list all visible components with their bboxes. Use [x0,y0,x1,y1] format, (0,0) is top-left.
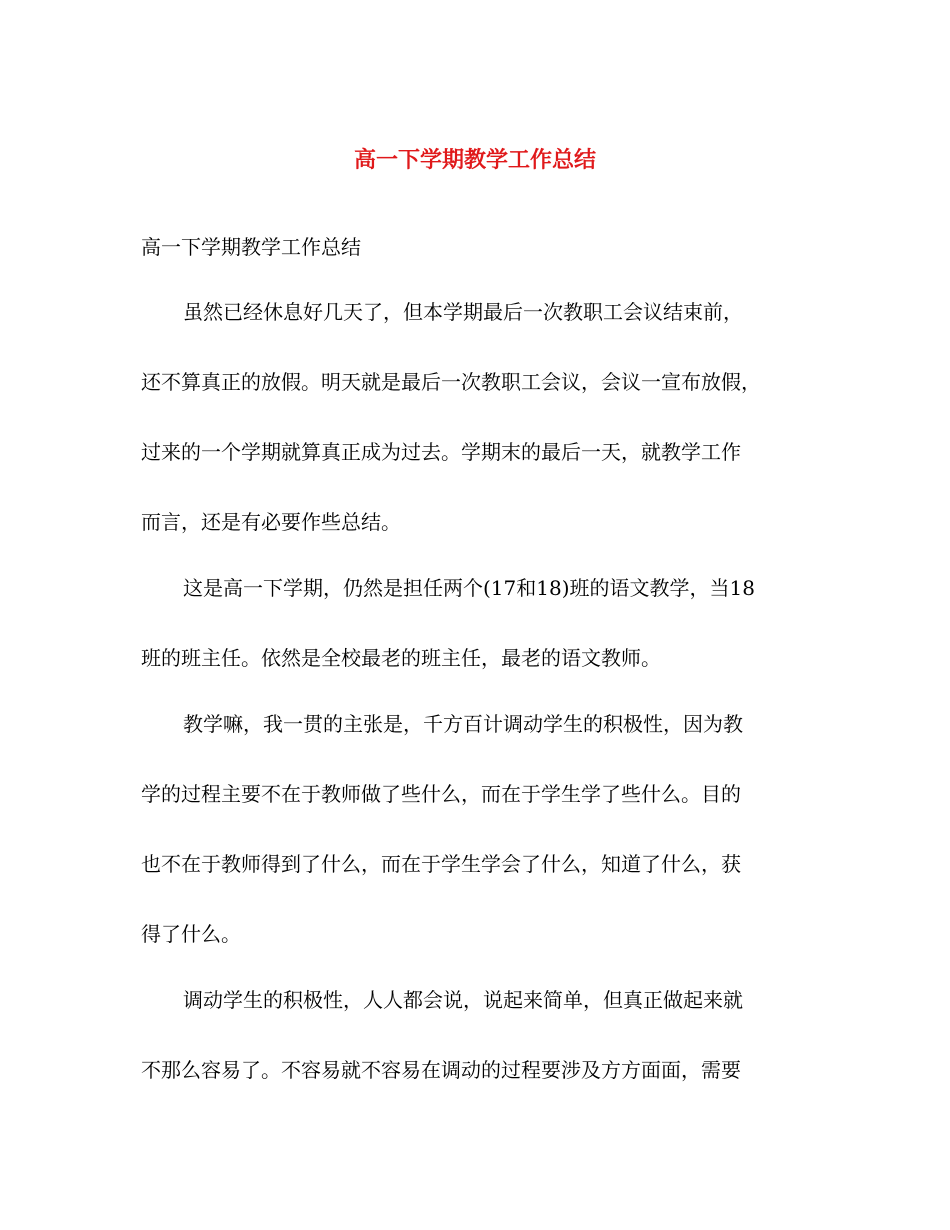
paragraph-3-line-1: 教学嘛，我一贯的主张是，千方百计调动学生的积极性，因为教 [183,712,743,736]
paragraph-3-line-3: 也不在于教师得到了什么，而在于学生学会了什么，知道了什么，获 [141,852,741,876]
document-title: 高一下学期教学工作总结 [353,147,596,173]
paragraph-1-line-3: 过来的一个学期就算真正成为过去。学期末的最后一天，就教学工作 [141,440,741,464]
paragraph-1-line-4: 而言，还是有必要作些总结。 [141,510,401,534]
paragraph-3-line-2: 学的过程主要不在于教师做了些什么，而在于学生学了些什么。目的 [141,782,741,806]
paragraph-1-line-2: 还不算真正的放假。明天就是最后一次教职工会议，会议一宣布放假， [141,370,761,394]
paragraph-1-line-1: 虽然已经休息好几天了，但本学期最后一次教职工会议结束前， [183,300,743,324]
document-subtitle: 高一下学期教学工作总结 [141,235,361,259]
paragraph-4-line-1: 调动学生的积极性，人人都会说，说起来简单，但真正做起来就 [183,988,743,1012]
paragraph-2-line-2: 班的班主任。依然是全校最老的班主任，最老的语文教师。 [141,646,661,670]
paragraph-2-line-1: 这是高一下学期，仍然是担任两个(17和18)班的语文教学，当18 [183,576,755,600]
paragraph-4-line-2: 不那么容易了。不容易就不容易在调动的过程要涉及方方面面，需要 [141,1058,741,1082]
paragraph-3-line-4: 得了什么。 [141,922,241,946]
